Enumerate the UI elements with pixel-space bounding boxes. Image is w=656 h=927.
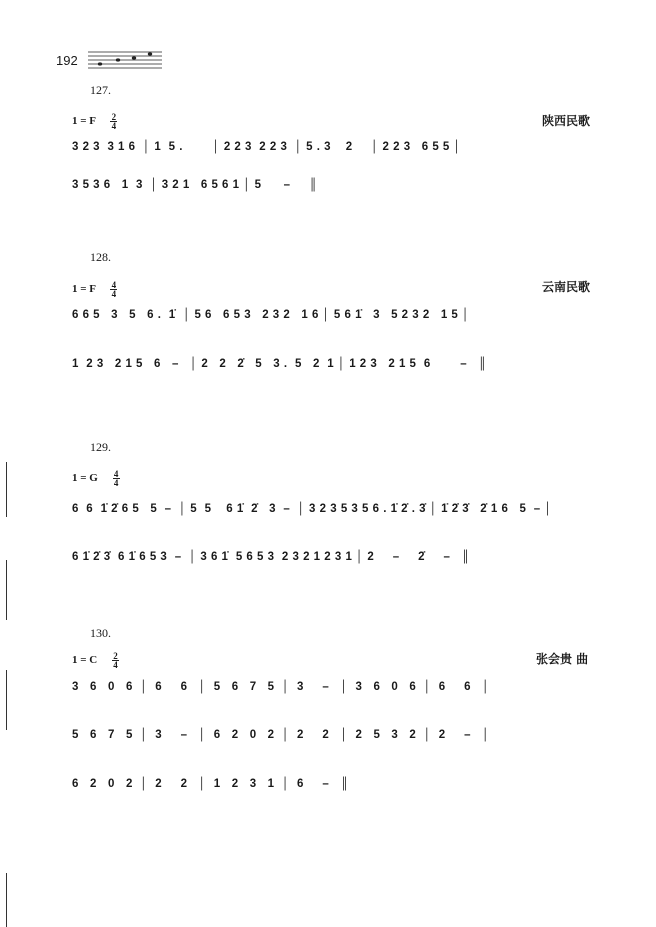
notation-row: 1 2 3 2 1 5 6 – │ 2 2 2̇ 5 3 . 5 2 1 │ 1 2 3 2 1 5 6 – ║ (72, 358, 487, 370)
example-number: 130. (90, 626, 111, 640)
margin-mark (6, 873, 7, 927)
meter-bottom: 4 (111, 289, 117, 299)
music-staff-icon (88, 46, 162, 72)
meter-bottom: 4 (113, 660, 118, 670)
notation-row: 6 2 0 2 │ 2 2 │ 1 2 3 1 │ 6 – ║ (72, 778, 350, 790)
time-signature (110, 113, 117, 130)
meter-top: 2 (111, 112, 117, 122)
margin-mark (6, 462, 7, 517)
notation-row: 5 6 7 5 │ 3 – │ 6 2 0 2 │ 2 2 │ 2 5 3 2 │ 2 – │ (72, 729, 490, 741)
key-label: 1 = F (72, 115, 96, 128)
notation-row: 6 6 5 3 5 6 . 1̇ │ 5 6 6 5 3 2 3 2 1 6 │ 5 6 1̇ 3 5 2 3 2 1 5 │ (72, 309, 470, 321)
margin-mark (6, 670, 7, 730)
notation-row: 6 6 1̇ 2̇ 6 5 5 – │ 5 5 6 1̇ 2̇ 3 – │ 3 2 3 5 3 5 6 . 1̇ 2̇ . 3̇ │ 1̇ 2̇ 3̇ 2̇ 1 6 5 – │ (72, 503, 553, 515)
meter-top: 4 (113, 469, 119, 479)
page-number: 192 (56, 53, 78, 68)
key-signature (72, 470, 120, 487)
meter-top: 4 (111, 280, 117, 290)
key-label: 1 = F (72, 283, 96, 296)
notation-row: 3 6 0 6 │ 6 6 │ 5 6 7 5 │ 3 – │ 3 6 0 6 │ 6 6 │ (72, 681, 490, 693)
time-signature (112, 652, 119, 669)
example-number: 127. (90, 83, 111, 97)
example-number: 128. (90, 250, 111, 264)
example-number: 129. (90, 440, 111, 454)
meter-bottom: 4 (113, 478, 119, 488)
key-label: 1 = G (72, 472, 98, 485)
song-origin: 陕西民歌 (542, 114, 591, 128)
key-signature (72, 652, 119, 669)
notation-row: 6 1̇ 2̇ 3̇ 6 1̇ 6 5 3 – │ 3 6 1̇ 5 6 5 3 2 3 2 1 2 3 1 │ 2 – 2̇ – ║ (72, 551, 471, 563)
time-signature (110, 281, 117, 298)
key-signature (72, 113, 117, 130)
time-signature (113, 470, 120, 487)
margin-mark (6, 560, 7, 620)
key-label: 1 = C (72, 654, 98, 667)
key-signature (72, 281, 117, 298)
song-origin: 张会贵 曲 (536, 652, 589, 666)
meter-bottom: 4 (111, 121, 117, 131)
song-origin: 云南民歌 (542, 280, 591, 294)
notation-row: 3 5 3 6 1 3 │ 3 2 1 6 5 6 1 │ 5 – ║ (72, 179, 318, 191)
meter-top: 2 (113, 651, 118, 661)
notation-row: 3 2 3 3 1 6 │ 1 5 . │ 2 2 3 2 2 3 │ 5 . 3 2 │ 2 2 3 6 5 5 │ (72, 141, 462, 153)
